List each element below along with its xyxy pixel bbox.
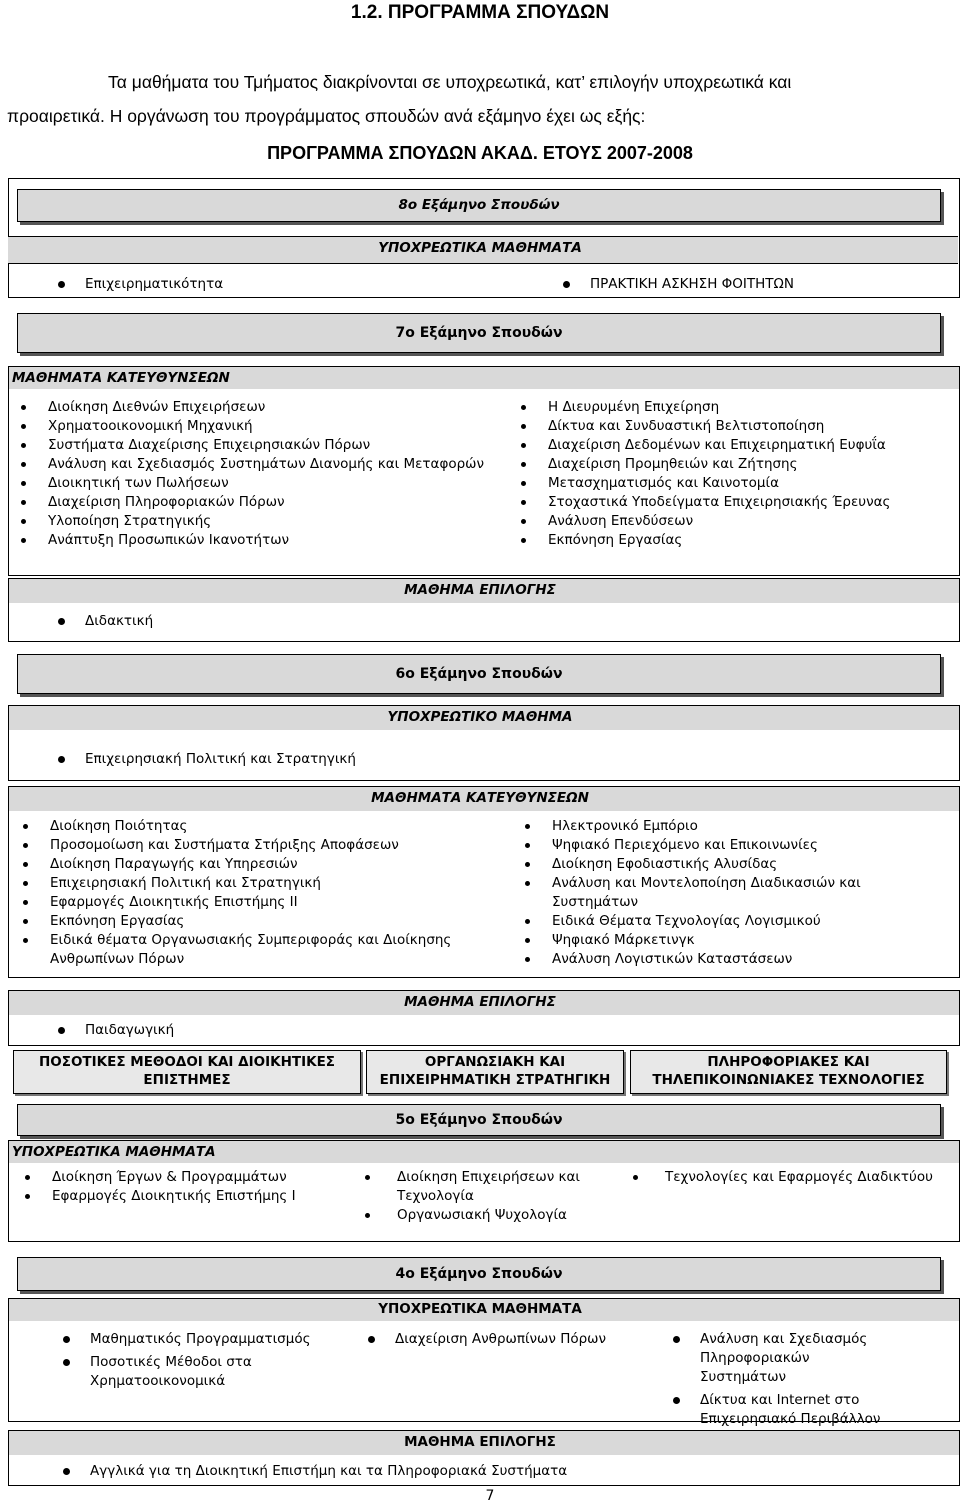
course-item: Μετασχηματισμός και Καινοτομία <box>518 474 956 493</box>
course-item: ΠΡΑΚΤΙΚΗ ΑΣΚΗΣΗ ΦΟΙΤΗΤΩΝ <box>555 275 955 294</box>
course-item: Διοίκηση Διεθνών Επιχειρήσεων <box>18 398 518 417</box>
course-item: Ειδικά θέματα Οργανωσιακής Συμπεριφοράς και Διοίκησης Ανθρωπίνων Πόρων <box>20 931 490 969</box>
course-item: Χρηματοοικονομική Μηχανική <box>18 417 518 436</box>
direction-box-information: ΠΛΗΡΟΦΟΡΙΑΚΕΣ ΚΑΙ ΤΗΛΕΠΙΚΟΙΝΩΝΙΑΚΕΣ ΤΕΧΝΟΛΟΓΙΕΣ <box>630 1050 947 1094</box>
page-number: 7 <box>485 1488 495 1504</box>
semester-5-col1-list <box>22 1168 342 1206</box>
semester-7-title-bar <box>17 313 941 353</box>
semester-6-title-bar <box>17 654 941 694</box>
semester-7-elective-list <box>50 612 450 631</box>
course-item: Στοχαστικά Υποδείγματα Επιχειρησιακής Έρευνας <box>518 493 956 512</box>
course-item: Τεχνολογίες και Εφαρμογές Διαδικτύου <box>630 1168 950 1187</box>
course-item: Αγγλικά για τη Διοικητική Επιστήμη και τα Πληροφοριακά Συστήματα <box>55 1462 755 1481</box>
semester-4-title-bar <box>17 1257 941 1291</box>
course-item: Διαχείριση Δεδομένων και Επιχειρηματική Ευφυΐα <box>518 436 956 455</box>
course-item: Δίκτυα και Internet στο Επιχειρησιακό Περιβάλλον <box>665 1391 895 1429</box>
program-title: ΠΡΟΓΡΑΜΜΑ ΣΠΟΥΔΩΝ ΑΚΑΔ. ΕΤΟΥΣ 2007-2008 <box>267 143 693 163</box>
semester-5-col2-list <box>362 1168 612 1225</box>
semester-7-directions-label: ΜΑΘΗΜΑΤΑ ΚΑΤΕΥΘΥΝΣΕΩΝ <box>12 370 230 386</box>
course-item: Προσομοίωση και Συστήματα Στήριξης Αποφάσεων <box>20 836 490 855</box>
semester-5-title: 5ο Εξάμηνο Σπουδών <box>395 1112 563 1128</box>
course-item: Διοίκηση Έργων & Προγραμμάτων <box>22 1168 342 1187</box>
course-item: Ανάλυση και Σχεδιασμός Συστημάτων Διανομής και Μεταφορών <box>18 455 518 474</box>
semester-7-title: 7ο Εξάμηνο Σπουδών <box>395 325 563 341</box>
course-item: Εφαρμογές Διοικητικής Επιστήμης Ι <box>22 1187 342 1206</box>
semester-5-col3-list <box>630 1168 950 1187</box>
course-item: Ανάλυση Επενδύσεων <box>518 512 956 531</box>
semester-4-elective-label: ΜΑΘΗΜΑ ΕΠΙΛΟΓΗΣ <box>404 1434 556 1450</box>
course-item: Διοίκηση Επιχειρήσεων και Τεχνολογία <box>362 1168 612 1206</box>
semester-4-col2-list <box>360 1330 650 1349</box>
course-item: Υλοποίηση Στρατηγικής <box>18 512 518 531</box>
course-item: Μαθηματικός Προγραμματισμός <box>55 1330 335 1349</box>
semester-7-elective-label: ΜΑΘΗΜΑ ΕΠΙΛΟΓΗΣ <box>404 582 556 598</box>
course-item: Ανάλυση και Μοντελοποίηση Διαδικασιών και Συστημάτων <box>522 874 874 912</box>
semester-6-elective-list <box>50 1021 450 1040</box>
intro-line-1: Τα μαθήματα του Τμήματος διακρίνονται σε υποχρεωτικά, κατ’ επιλογήν υποχρεωτικά και <box>108 72 792 92</box>
semester-8-left-list <box>50 275 450 294</box>
semester-6-right-list <box>522 817 874 969</box>
course-item: Επιχειρησιακή Πολιτική και Στρατηγική <box>20 874 490 893</box>
course-item: Διαχείριση Πληροφοριακών Πόρων <box>18 493 518 512</box>
course-item: Παιδαγωγική <box>50 1021 450 1040</box>
page-heading: 1.2. ΠΡΟΓΡΑΜΜΑ ΣΠΟΥΔΩΝ <box>350 2 610 23</box>
course-item: Ανάλυση Λογιστικών Καταστάσεων <box>522 950 874 969</box>
semester-5-title-bar <box>17 1104 941 1136</box>
course-item: Διαχείριση Προμηθειών και Ζήτησης <box>518 455 956 474</box>
course-item: Διοικητική των Πωλήσεων <box>18 474 518 493</box>
course-item: Συστήματα Διαχείρισης Επιχειρησιακών Πόρων <box>18 436 518 455</box>
semester-4-title: 4ο Εξάμηνο Σπουδών <box>395 1266 563 1282</box>
course-item: Διοίκηση Ποιότητας <box>20 817 490 836</box>
course-item: Εκπόνηση Εργασίας <box>20 912 490 931</box>
course-item: Ειδικά Θέματα Τεχνολογίας Λογισμικού <box>522 912 874 931</box>
semester-8-title: 8ο Εξάμηνο Σπουδών <box>398 197 560 213</box>
course-item: Διδακτική <box>50 612 450 631</box>
direction-box-organizational: ΟΡΓΑΝΩΣΙΑΚΗ ΚΑΙ ΕΠΙΧΕΙΡΗΜΑΤΙΚΗ ΣΤΡΑΤΗΓΙΚΗ <box>366 1050 624 1094</box>
semester-5-mandatory-label: ΥΠΟΧΡΕΩΤΙΚΑ ΜΑΘΗΜΑΤΑ <box>12 1144 216 1160</box>
semester-8-mandatory-label: ΥΠΟΧΡΕΩΤΙΚΑ ΜΑΘΗΜΑΤΑ <box>378 240 582 256</box>
direction-box-quantitative: ΠΟΣΟΤΙΚΕΣ ΜΕΘΟΔΟΙ ΚΑΙ ΔΙΟΙΚΗΤΙΚΕΣ ΕΠΙΣΤΗΜΕΣ <box>13 1050 361 1094</box>
course-item: Οργανωσιακή Ψυχολογία <box>362 1206 612 1225</box>
course-item: Επιχειρηματικότητα <box>50 275 450 294</box>
semester-7-left-list <box>18 398 518 550</box>
semester-6-mandatory-list <box>50 750 550 769</box>
semester-6-title: 6ο Εξάμηνο Σπουδών <box>395 666 563 682</box>
course-item: Ηλεκτρονικό Εμπόριο <box>522 817 874 836</box>
semester-7-right-list <box>518 398 956 550</box>
course-item: Δίκτυα και Συνδυαστική Βελτιστοποίηση <box>518 417 956 436</box>
semester-6-directions-label: ΜΑΘΗΜΑΤΑ ΚΑΤΕΥΘΥΝΣΕΩΝ <box>371 790 589 806</box>
semester-6-left-list <box>20 817 490 969</box>
course-item: Επιχειρησιακή Πολιτική και Στρατηγική <box>50 750 550 769</box>
semester-6-elective-label: ΜΑΘΗΜΑ ΕΠΙΛΟΓΗΣ <box>404 994 556 1010</box>
semester-4-mandatory-label: ΥΠΟΧΡΕΩΤΙΚΑ ΜΑΘΗΜΑΤΑ <box>378 1301 582 1317</box>
semester-8-title-bar <box>17 189 941 222</box>
course-item: Εκπόνηση Εργασίας <box>518 531 956 550</box>
semester-8-right-list <box>555 275 955 294</box>
semester-4-elective-list <box>55 1462 755 1481</box>
course-item: Διοίκηση Εφοδιαστικής Αλυσίδας <box>522 855 874 874</box>
course-item: Διαχείριση Ανθρωπίνων Πόρων <box>360 1330 650 1349</box>
course-item: Ανάλυση και Σχεδιασμός Πληροφοριακών Συστημάτων <box>665 1330 895 1387</box>
course-item: Ψηφιακό Περιεχόμενο και Επικοινωνίες <box>522 836 874 855</box>
course-item: Ποσοτικές Μέθοδοι στα Χρηματοοικονομικά <box>55 1353 335 1391</box>
course-item: Η Διευρυμένη Επιχείρηση <box>518 398 956 417</box>
course-item: Ψηφιακό Μάρκετινγκ <box>522 931 874 950</box>
semester-4-col1-list <box>55 1330 335 1391</box>
semester-6-mandatory-label: ΥΠΟΧΡΕΩΤΙΚΟ ΜΑΘΗΜΑ <box>387 709 573 725</box>
intro-line-2: προαιρετικά. Η οργάνωση του προγράμματος σπουδών ανά εξάμηνο έχει ως εξής: <box>7 106 646 126</box>
course-item: Ανάπτυξη Προσωπικών Ικανοτήτων <box>18 531 518 550</box>
semester-4-col3-list <box>665 1330 895 1429</box>
course-item: Διοίκηση Παραγωγής και Υπηρεσιών <box>20 855 490 874</box>
course-item: Εφαρμογές Διοικητικής Επιστήμης ΙΙ <box>20 893 490 912</box>
